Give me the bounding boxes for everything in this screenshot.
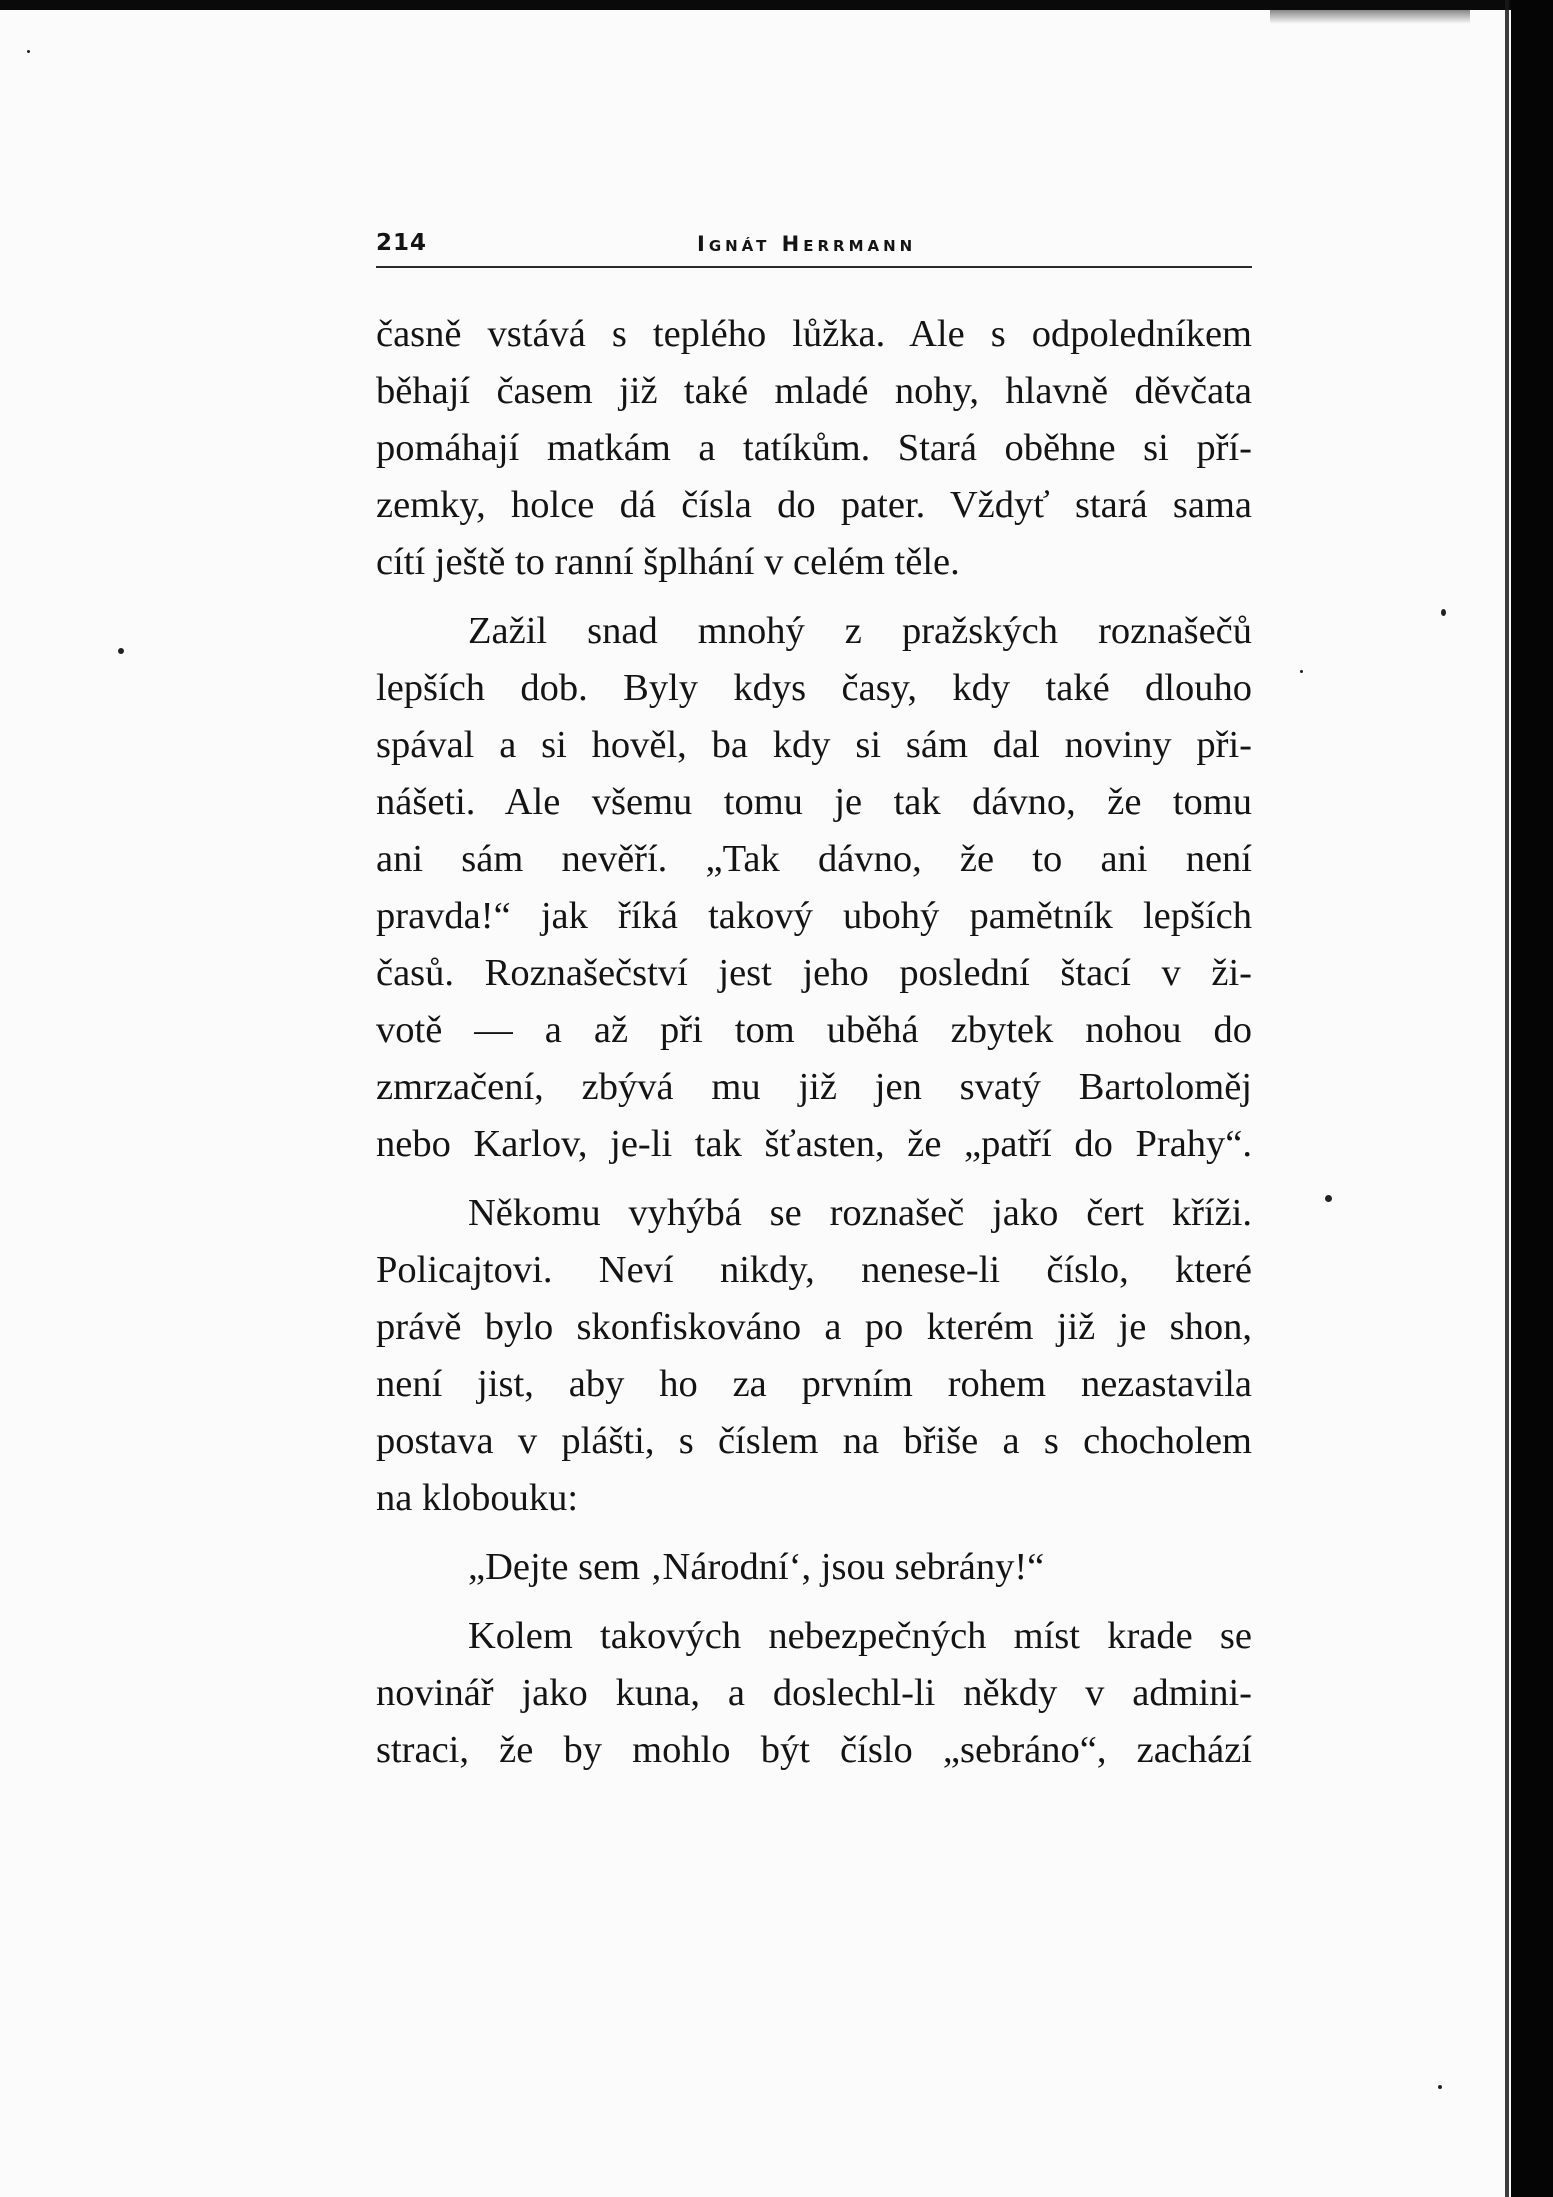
scan-speck [1300, 670, 1303, 673]
text-line: postava v plášti, s číslem na břiše a s chocholem [376, 1420, 1252, 1462]
scan-speck [118, 648, 124, 654]
text-line: nášeti. Ale všemu tomu je tak dávno, že tomu [376, 781, 1252, 823]
paragraph-gap [376, 1173, 1252, 1185]
text-line: Zažil snad mnohý z pražských roznašečů [468, 610, 1252, 652]
text-line: právě bylo skonfiskováno a po kterém již je shon, [376, 1306, 1252, 1348]
scan-speck [1438, 2085, 1442, 2089]
paragraph [376, 603, 1252, 1173]
text-line: časně vstává s teplého lůžka. Ale s odpoledníkem [376, 313, 1252, 355]
text-line: cítí ještě to ranní šplhání v celém těle. [376, 541, 960, 583]
text-line: není jist, aby ho za prvním rohem nezastavila [376, 1363, 1252, 1405]
running-head [376, 218, 1252, 268]
text-line: Někomu vyhýbá se roznašeč jako čert kříži. [468, 1192, 1252, 1234]
text-line: straci, že by mohlo být číslo „sebráno“, zachází [376, 1729, 1252, 1771]
paragraph [376, 1539, 1252, 1596]
paragraph [376, 306, 1252, 591]
scan-right-edge-line [1505, 0, 1509, 2197]
scan-speck [1325, 1195, 1332, 1202]
text-line: pravda!“ jak říká takový ubohý pamětník lepších [376, 895, 1252, 937]
text-line: votě — a až při tom uběhá zbytek nohou do [376, 1009, 1252, 1051]
text-line: zemky, holce dá čísla do pater. Vždyť stará sama [376, 484, 1252, 526]
page-number: 214 [376, 230, 428, 256]
text-line: časů. Roznašečství jest jeho poslední štací v ži- [376, 952, 1252, 994]
book-page [376, 218, 1252, 1779]
text-line: pomáhají matkám a tatíkům. Stará oběhne si pří- [376, 427, 1252, 469]
text-line: Kolem takových nebezpečných míst krade se [468, 1615, 1252, 1657]
text-line: „Dejte sem ‚Národní‘, jsou sebrány!“ [468, 1546, 1045, 1588]
running-title: Ignát Herrmann [697, 232, 917, 256]
text-line: na klobouku: [376, 1477, 579, 1519]
paragraph-gap [376, 1527, 1252, 1539]
body-text [376, 306, 1252, 1779]
scan-speck [1441, 609, 1446, 616]
paragraph-gap [376, 591, 1252, 603]
paragraph [376, 1185, 1252, 1527]
text-line: novinář jako kuna, a doslechl-li někdy v admini- [376, 1672, 1252, 1714]
scan-top-edge-shadow [1270, 10, 1470, 24]
text-line: lepších dob. Byly kdys časy, kdy také dlouho [376, 667, 1252, 709]
scan-speck [27, 50, 30, 53]
text-line: nebo Karlov, je-li tak šťasten, že „patří do Prahy“. [376, 1123, 1252, 1165]
text-line: běhají časem již také mladé nohy, hlavně děvčata [376, 370, 1252, 412]
text-line: ani sám nevěří. „Tak dávno, že to ani není [376, 838, 1252, 880]
paragraph-gap [376, 1596, 1252, 1608]
text-line: zmrzačení, zbývá mu již jen svatý Bartoloměj [376, 1066, 1252, 1108]
text-line: spával a si hověl, ba kdy si sám dal noviny při- [376, 724, 1252, 766]
scan-top-edge [0, 0, 1553, 10]
scan-right-edge [1511, 0, 1553, 2197]
paragraph [376, 1608, 1252, 1779]
text-line: Policajtovi. Neví nikdy, nenese-li číslo, které [376, 1249, 1252, 1291]
